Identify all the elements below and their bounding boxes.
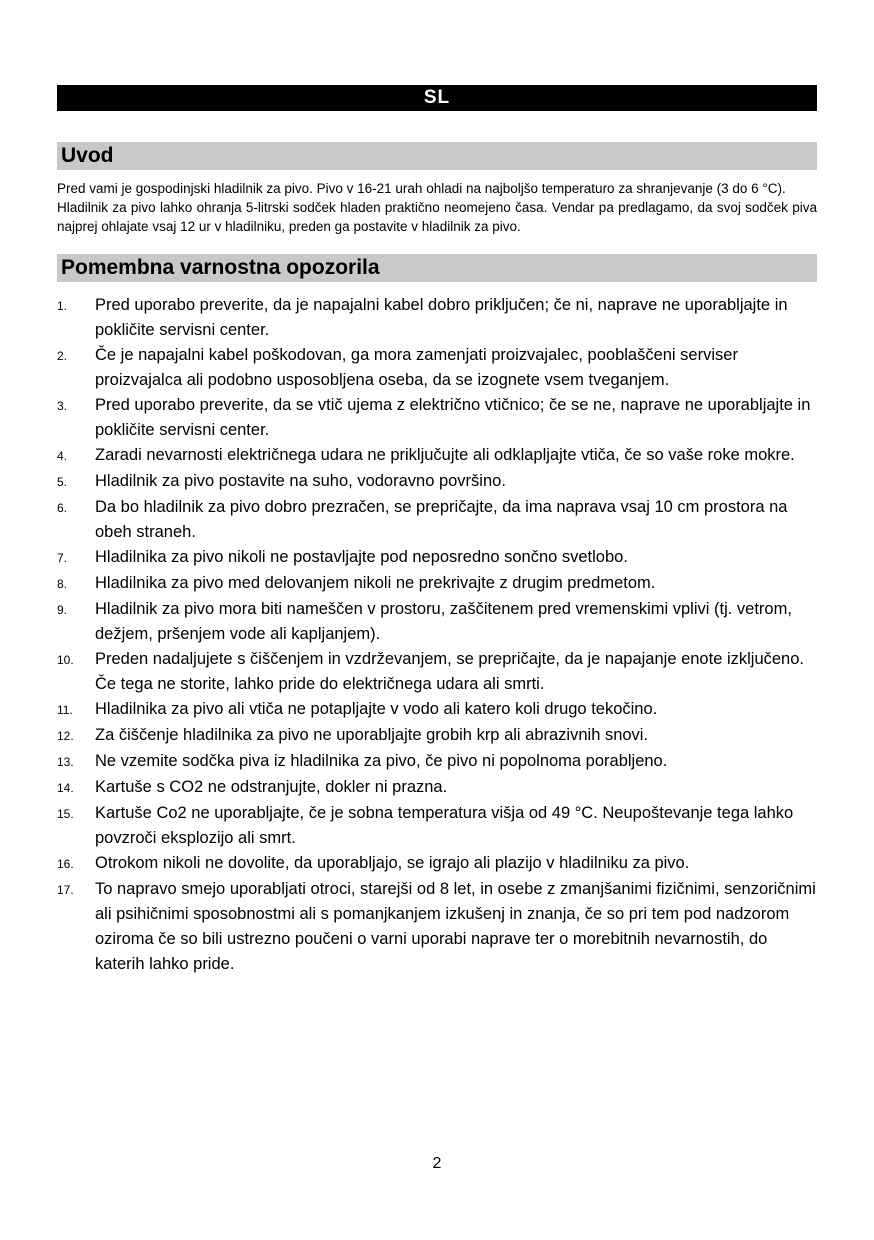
warning-item — [57, 293, 817, 343]
warning-number: 12. — [57, 729, 74, 743]
warning-text: Hladilnik za pivo mora biti nameščen v prostoru, zaščitenem pred vremenskimi vplivi (tj. vetrom, dežjem, pršenjem vode ali kapljanjem). — [95, 600, 792, 643]
warning-text: Kartuše s CO2 ne odstranjujte, dokler ni prazna. — [95, 778, 448, 796]
warning-number: 3. — [57, 399, 68, 413]
warning-text: Hladilnika za pivo nikoli ne postavljajte pod neposredno sončno svetlobo. — [95, 548, 628, 566]
warning-number: 2. — [57, 349, 68, 363]
warning-number: 11. — [57, 703, 73, 717]
warning-item — [57, 749, 817, 775]
warning-number: 17. — [57, 883, 74, 897]
language-code: SL — [423, 87, 451, 108]
warning-number: 1. — [57, 299, 68, 313]
warning-text: Hladilnik za pivo postavite na suho, vodoravno površino. — [95, 472, 506, 490]
warning-item — [57, 443, 817, 469]
warning-text: Da bo hladilnik za pivo dobro prezračen, se prepričajte, da ima naprava vsaj 10 cm prostora na obeh straneh. — [95, 498, 788, 541]
warning-text: Zaradi nevarnosti električnega udara ne priključujte ali odklapljajte vtiča, če so vaše roke mokre. — [95, 446, 795, 464]
warning-number: 14. — [57, 781, 74, 795]
warning-text: Kartuše Co2 ne uporabljajte, če je sobna temperatura višja od 49 °C. Neupoštevanje tega lahko povzroči eksplozijo ali smrt. — [95, 804, 794, 847]
warning-number: 15. — [57, 807, 74, 821]
warning-number: 8. — [57, 577, 68, 591]
warning-text: Za čiščenje hladilnika za pivo ne uporabljajte grobih krp ali abrazivnih snovi. — [95, 726, 649, 744]
warning-item — [57, 571, 817, 597]
warning-number: 16. — [57, 857, 74, 871]
warning-text: To napravo smejo uporabljati otroci, starejši od 8 let, in osebe z zmanjšanimi fizičnimi, senzoričnimi ali psihičnimi sposobnostmi ali s pomanjkanjem izkušenj in znanja, če so pri tem pod nadzorom oziroma če so bili ustrezno poučeni o varni uporabi naprave ter o morebitnih nevarnostih, do katerih lahko pride. — [95, 880, 816, 973]
warning-number: 7. — [57, 551, 68, 565]
page-number: 2 — [432, 1155, 442, 1172]
warning-number: 4. — [57, 449, 68, 463]
intro-section — [57, 179, 817, 236]
warning-item — [57, 801, 817, 851]
warning-text: Pred uporabo preverite, da se vtič ujema z električno vtičnico; če se ne, naprave ne uporabljajte in pokličite servisni center. — [95, 396, 811, 439]
warning-text: Hladilnika za pivo ali vtiča ne potapljajte v vodo ali katero koli drugo tekočino. — [95, 700, 658, 718]
warning-number: 13. — [57, 755, 74, 769]
warning-text: Hladilnika za pivo med delovanjem nikoli ne prekrivajte z drugim predmetom. — [95, 574, 656, 592]
warning-item — [57, 697, 817, 723]
intro-paragraph: Hladilnik za pivo lahko ohranja 5-litrski sodček hladen praktično neomejeno časa. Vendar pa predlagamo, da svoj sodček piva najprej ohlajate vsaj 12 ur v hladilniku, preden ga postavite v hladilnik za pivo. — [57, 200, 817, 234]
warning-text: Če je napajalni kabel poškodovan, ga mora zamenjati proizvajalec, pooblaščeni serviser proizvajalca ali podobno usposobljena oseba, da se izognete vsem tveganjem. — [95, 346, 738, 389]
warning-item — [57, 647, 817, 697]
warning-item — [57, 495, 817, 545]
page-content — [57, 0, 817, 977]
warning-item — [57, 723, 817, 749]
warning-item — [57, 597, 817, 647]
warnings-heading: Pomembna varnostna opozorila — [57, 254, 817, 282]
warning-text: Preden nadaljujete s čiščenjem in vzdrževanjem, se prepričajte, da je napajanje enote izključeno. Če tega ne storite, lahko pride do električnega udara ali smrti. — [95, 650, 804, 693]
warning-text: Pred uporabo preverite, da je napajalni kabel dobro priključen; če ni, naprave ne uporabljajte in pokličite servisni center. — [95, 296, 788, 339]
warning-item — [57, 469, 817, 495]
intro-paragraph: Pred vami je gospodinjski hladilnik za pivo. Pivo v 16-21 urah ohladi na najboljšo temperaturo za shranjevanje (3 do 6 °C). — [57, 181, 786, 196]
warning-number: 6. — [57, 501, 68, 515]
warning-text: Otrokom nikoli ne dovolite, da uporabljajo, se igrajo ali plazijo v hladilniku za pivo. — [95, 854, 690, 872]
intro-heading: Uvod — [57, 142, 817, 170]
warning-item — [57, 545, 817, 571]
warnings-list — [57, 293, 817, 977]
warning-number: 10. — [57, 653, 74, 667]
warning-number: 5. — [57, 475, 68, 489]
warning-number: 9. — [57, 603, 68, 617]
warning-item — [57, 775, 817, 801]
warning-item — [57, 877, 817, 977]
warning-text: Ne vzemite sodčka piva iz hladilnika za pivo, če pivo ni popolnoma porabljeno. — [95, 752, 668, 770]
warning-item — [57, 851, 817, 877]
warning-item — [57, 343, 817, 393]
language-header-bar — [57, 85, 817, 111]
warning-item — [57, 393, 817, 443]
